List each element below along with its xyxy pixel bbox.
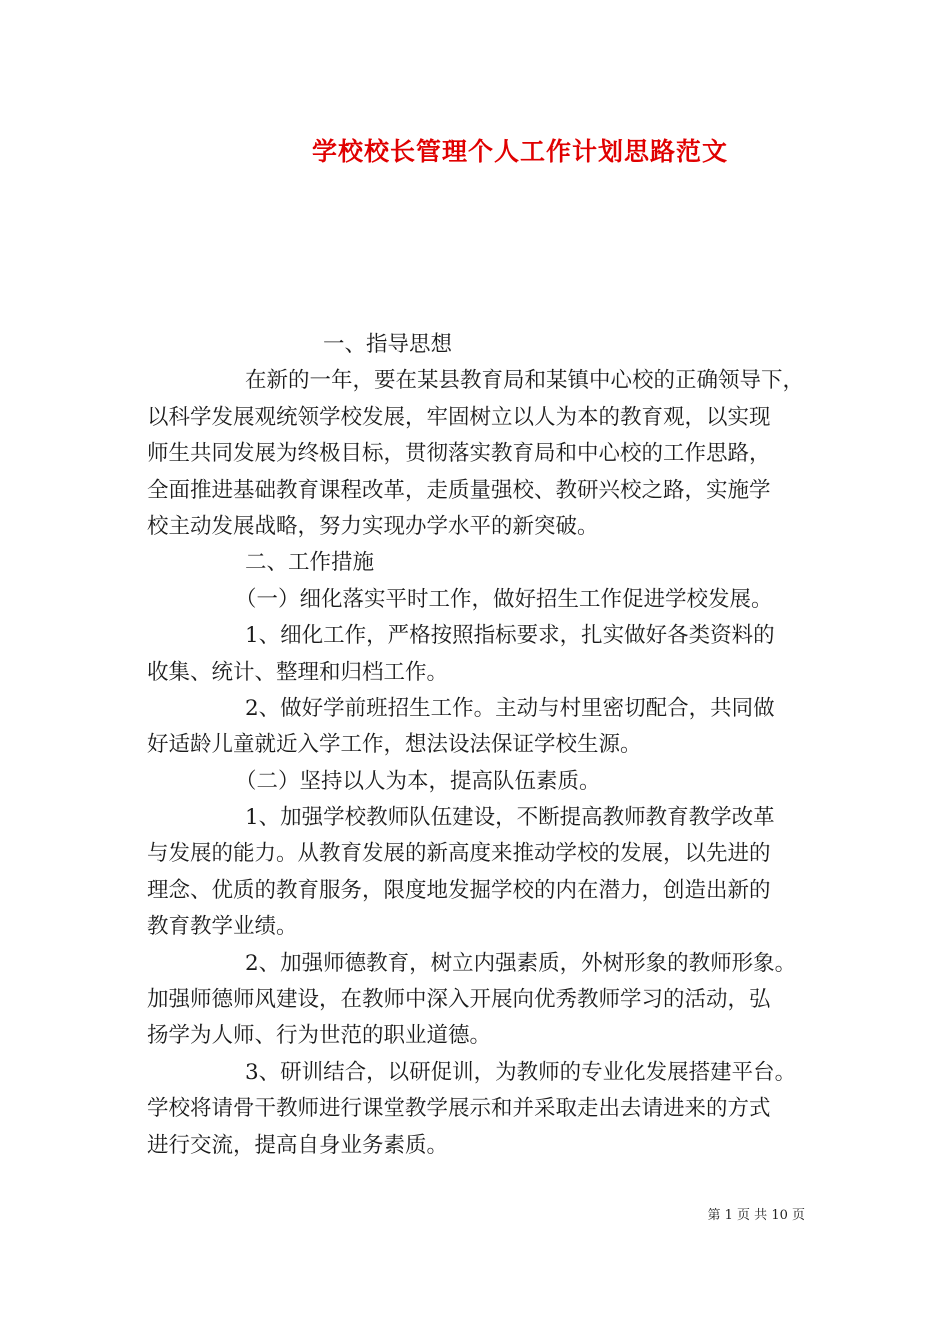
paragraph-line: 学校将请骨干教师进行课堂教学展示和并采取走出去请进来的方式 xyxy=(147,1096,771,1122)
paragraph-line: 2、做好学前班招生工作。主动与村里密切配合，共同做 xyxy=(245,695,775,721)
paragraph-line: 理念、优质的教育服务，限度地发掘学校的内在潜力，创造出新的 xyxy=(147,877,771,903)
paragraph-line: 与发展的能力。从教育发展的新高度来推动学校的发展，以先进的 xyxy=(147,841,771,867)
paragraph-line: 收集、统计、整理和归档工作。 xyxy=(147,659,449,685)
paragraph-line: 教育教学业绩。 xyxy=(147,914,298,940)
paragraph-line: 全面推进基础教育课程改革，走质量强校、教研兴校之路，实施学 xyxy=(147,477,771,503)
paragraph-line: 进行交流，提高自身业务素质。 xyxy=(147,1132,449,1158)
paragraph-line: 二、工作措施 xyxy=(245,550,375,576)
paragraph-line: 师生共同发展为终极目标，贯彻落实教育局和中心校的工作思路， xyxy=(147,441,771,467)
paragraph-line: 在新的一年，要在某县教育局和某镇中心校的正确领导下， xyxy=(245,368,805,394)
paragraph-line: 3、研训结合，以研促训，为教师的专业化发展搭建平台。 xyxy=(245,1059,797,1085)
paragraph-line: （一）细化落实平时工作，做好招生工作促进学校发展。 xyxy=(235,586,773,612)
paragraph-line: 一、指导思想 xyxy=(323,332,453,357)
paragraph-line: 加强师德师风建设，在教师中深入开展向优秀教师学习的活动，弘 xyxy=(147,987,771,1013)
document-body xyxy=(147,327,807,1164)
paragraph-line: 以科学发展观统领学校发展，牢固树立以人为本的教育观，以实现 xyxy=(147,404,771,430)
page-footer: 第 1 页 共 10 页 xyxy=(707,1208,805,1223)
paragraph-line: 1、加强学校教师队伍建设，不断提高教师教育教学改革 xyxy=(245,805,775,831)
paragraph-line: 扬学为人师、行为世范的职业道德。 xyxy=(147,1023,492,1049)
paragraph-line: 好适龄儿童就近入学工作，想法设法保证学校生源。 xyxy=(147,732,642,758)
paragraph-line: 1、细化工作，严格按照指标要求，扎实做好各类资料的 xyxy=(245,623,775,649)
paragraph-line: 校主动发展战略，努力实现办学水平的新突破。 xyxy=(147,513,599,539)
page-title: 学校校长管理个人工作计划思路范文 xyxy=(311,137,728,166)
paragraph-line: 2、加强师德教育，树立内强素质，外树形象的教师形象。 xyxy=(245,950,797,976)
paragraph-line: （二）坚持以人为本，提高队伍素质。 xyxy=(235,768,601,794)
